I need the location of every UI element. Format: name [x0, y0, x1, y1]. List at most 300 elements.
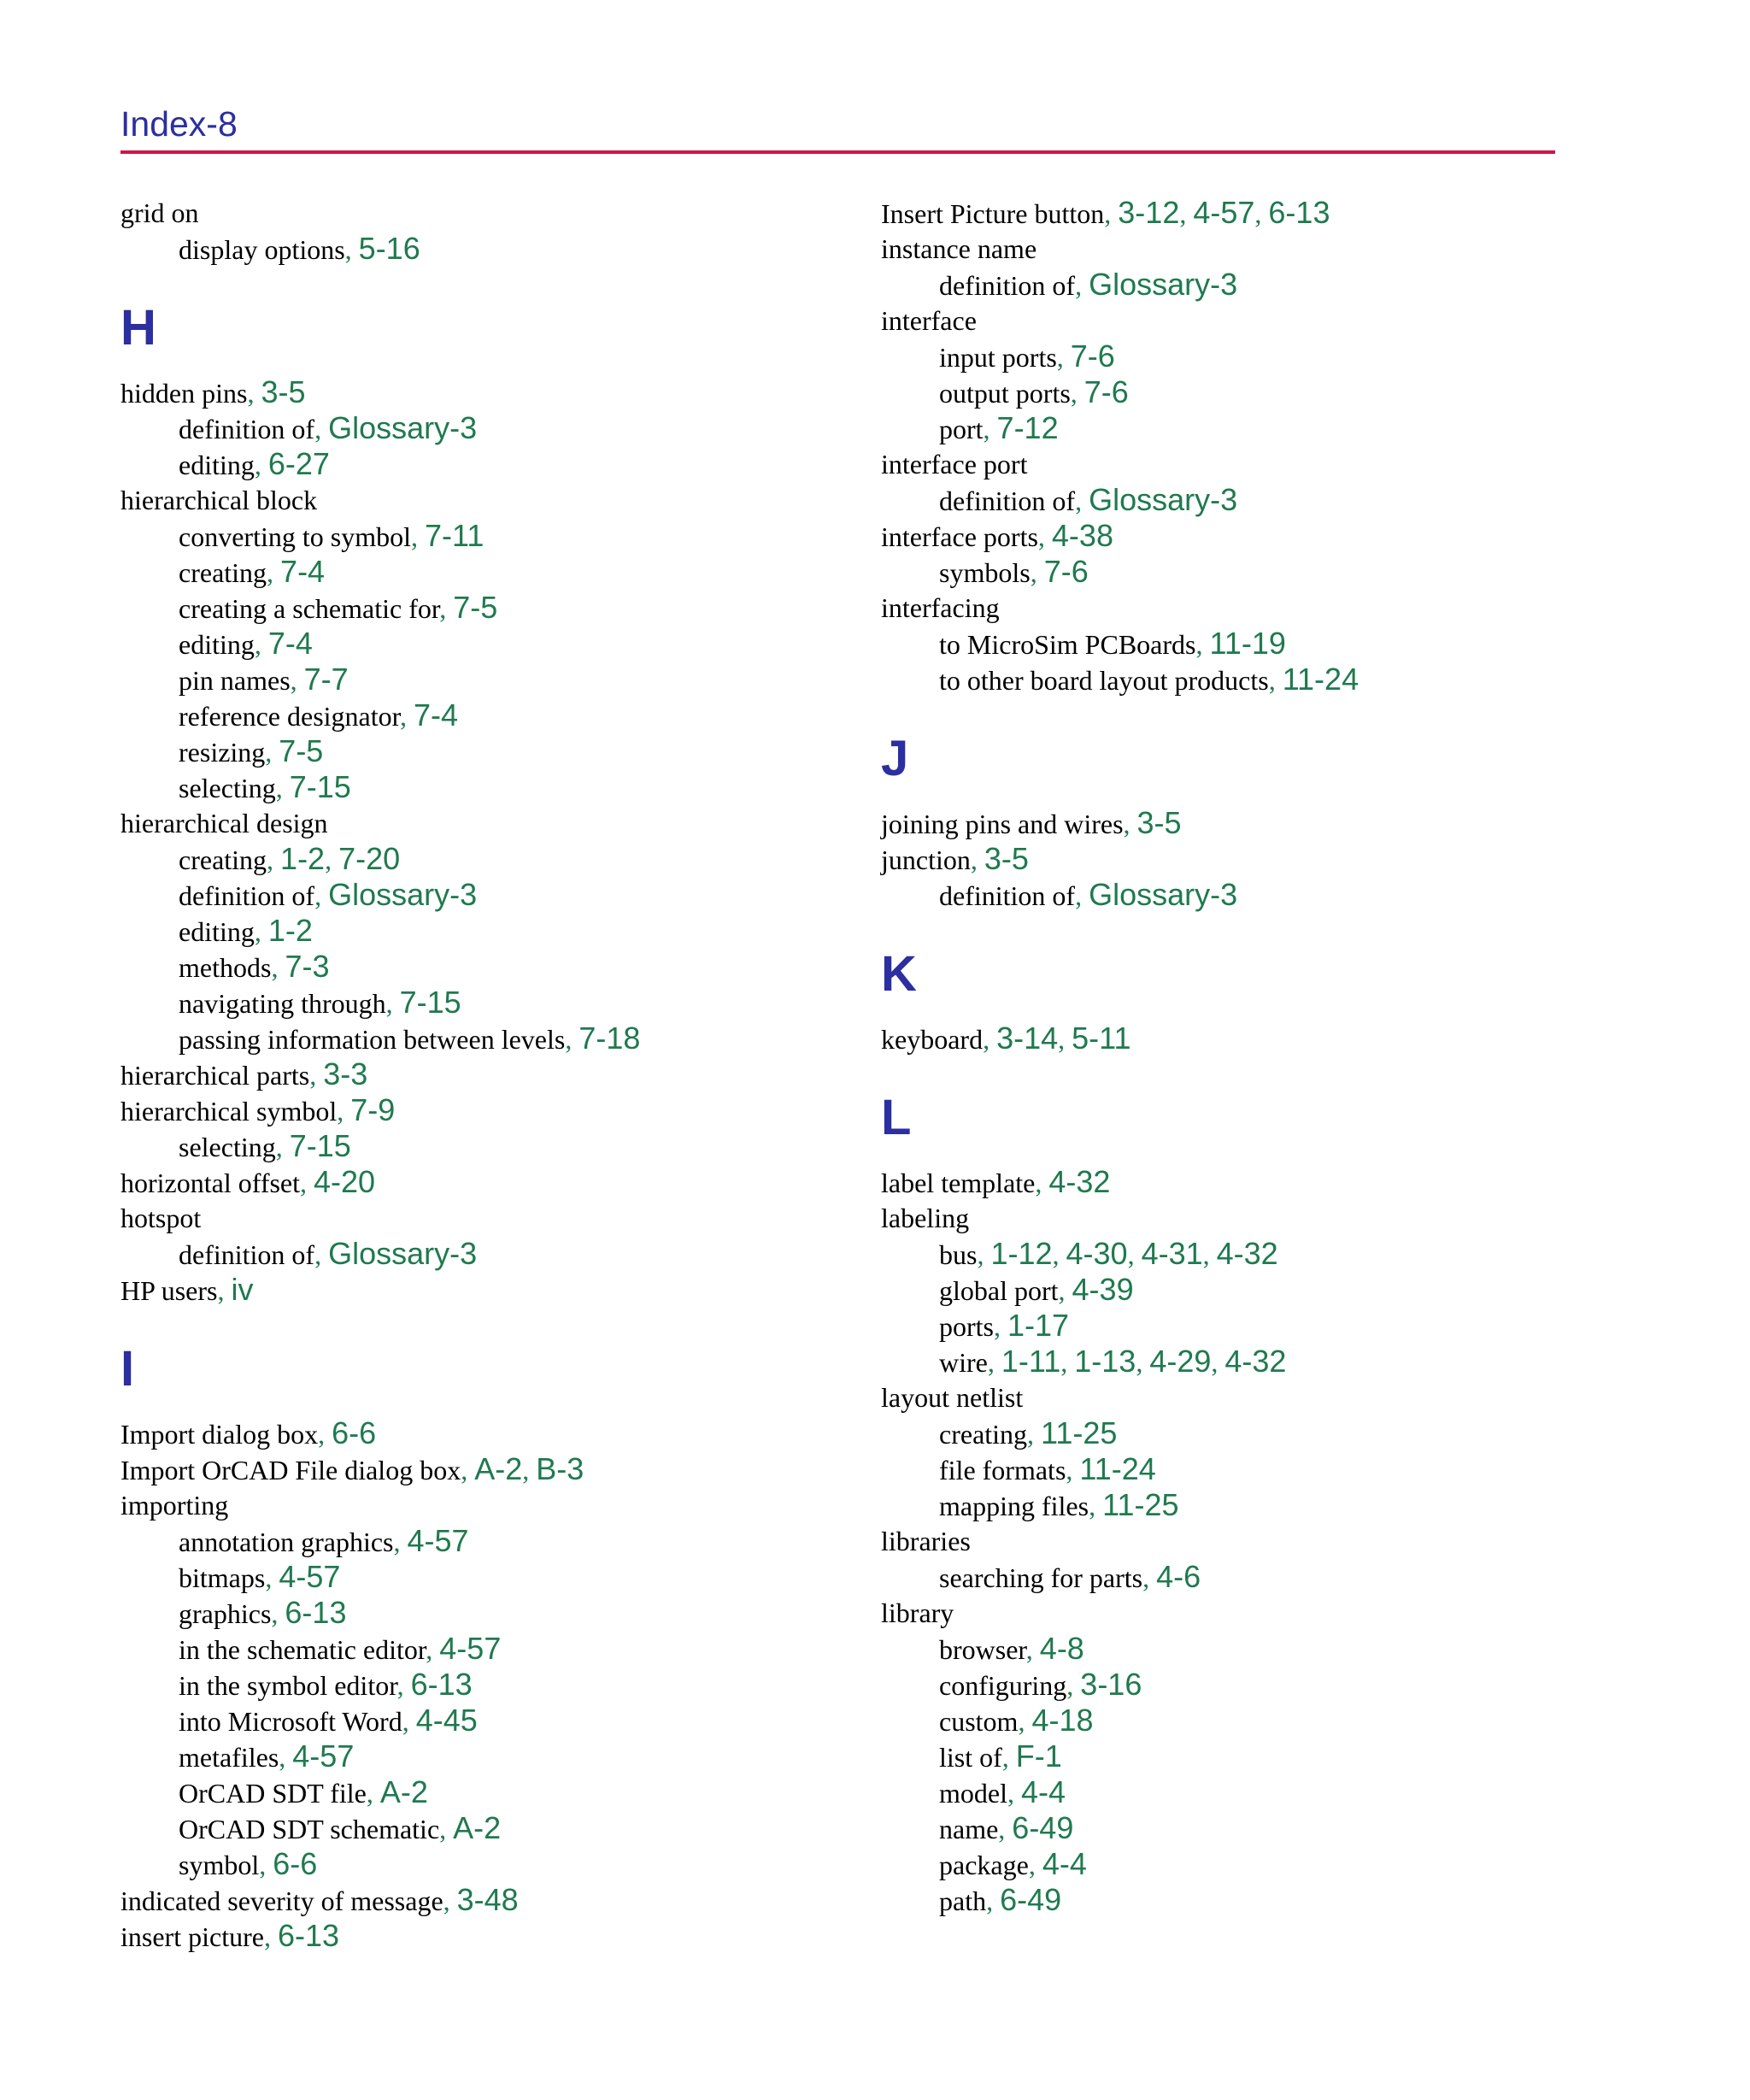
- page-reference-link[interactable]: 7-12: [996, 410, 1059, 445]
- index-term: OrCAD SDT schematic: [179, 1814, 440, 1844]
- index-term: definition of: [179, 1239, 315, 1270]
- page-reference-link[interactable]: 4-57: [407, 1523, 469, 1558]
- page-reference-link[interactable]: Glossary-3: [1089, 482, 1238, 517]
- page-reference-link[interactable]: Glossary-3: [328, 1236, 478, 1271]
- ref-separator: ,: [410, 521, 425, 552]
- page-reference-link[interactable]: Glossary-3: [328, 877, 478, 912]
- page-reference-link[interactable]: 7-4: [414, 697, 459, 732]
- index-term: name: [939, 1814, 999, 1844]
- page-reference-link[interactable]: 6-13: [1268, 195, 1330, 230]
- index-subentry: [120, 1774, 872, 1810]
- index-term: into Microsoft Word: [179, 1706, 402, 1737]
- index-term: in the symbol editor: [179, 1670, 397, 1701]
- index-subentry: [881, 338, 1633, 374]
- page-reference-link[interactable]: 7-6: [1043, 554, 1089, 589]
- page-reference-link[interactable]: 4-57: [1193, 195, 1255, 230]
- index-column-left: [120, 195, 872, 1954]
- index-subentry: [120, 1738, 872, 1774]
- index-subentry: [881, 662, 1633, 697]
- index-subentry: [881, 1344, 1633, 1379]
- ref-separator: ,: [1211, 1347, 1225, 1378]
- page-reference-link[interactable]: 7-5: [279, 733, 324, 768]
- ref-separator: ,: [247, 378, 261, 409]
- ref-separator: ,: [1007, 1778, 1021, 1809]
- index-subentry: [881, 267, 1633, 303]
- ref-separator: ,: [265, 1562, 279, 1593]
- index-entry: [120, 1918, 872, 1954]
- index-term: file formats: [939, 1455, 1066, 1485]
- index-entry: [881, 805, 1633, 841]
- ref-separator: ,: [263, 1921, 278, 1952]
- page-reference-link[interactable]: 4-8: [1039, 1631, 1084, 1666]
- index-term: bitmaps: [179, 1562, 266, 1593]
- index-term: editing: [179, 916, 255, 947]
- ref-separator: ,: [983, 414, 997, 444]
- page-reference-link[interactable]: 6-13: [410, 1667, 473, 1702]
- index-entry: [120, 1451, 872, 1487]
- index-subentry: [120, 1667, 872, 1703]
- ref-separator: ,: [1035, 1168, 1049, 1198]
- page-reference-link[interactable]: 7-20: [338, 841, 401, 876]
- page-reference-link[interactable]: 4-32: [1048, 1164, 1111, 1199]
- index-entry: [881, 1595, 1633, 1631]
- index-term: wire: [939, 1347, 988, 1378]
- section-heading-k: K: [881, 946, 917, 1002]
- index-term: definition of: [939, 270, 1076, 301]
- index-subentry: [120, 949, 872, 985]
- index-term: editing: [179, 450, 255, 480]
- index-term: hierarchical block: [120, 485, 318, 515]
- index-subentry: [881, 1738, 1633, 1774]
- page-reference-link[interactable]: 7-15: [289, 769, 351, 804]
- page-reference-link[interactable]: 11-24: [1079, 1451, 1156, 1486]
- index-term: metafiles: [179, 1742, 279, 1773]
- page-reference-link[interactable]: 4-57: [279, 1559, 341, 1594]
- index-term: OrCAD SDT file: [179, 1778, 367, 1809]
- index-subentry: [881, 374, 1633, 410]
- index-term: browser: [939, 1634, 1026, 1665]
- ref-separator: ,: [461, 1455, 475, 1485]
- index-subentry: [881, 1415, 1633, 1451]
- index-subentry: [881, 410, 1633, 446]
- page-reference-link[interactable]: A-2: [379, 1774, 428, 1809]
- index-entry: [120, 482, 872, 518]
- page-reference-link[interactable]: 7-3: [285, 949, 330, 984]
- index-term: symbols: [939, 557, 1031, 588]
- ref-separator: ,: [970, 844, 984, 875]
- page-reference-link[interactable]: 7-18: [578, 1021, 641, 1056]
- ref-separator: ,: [1052, 1239, 1066, 1270]
- page-reference-link[interactable]: 5-16: [358, 231, 420, 266]
- ref-separator: ,: [314, 414, 329, 444]
- index-subentry: [120, 662, 872, 697]
- index-term: port: [939, 414, 984, 444]
- page-reference-link[interactable]: A-2: [453, 1810, 502, 1845]
- index-term: interface: [881, 305, 977, 336]
- index-subentry: [881, 1308, 1633, 1344]
- page-reference-link[interactable]: 11-24: [1282, 662, 1359, 697]
- page-reference-link[interactable]: 1-11: [1001, 1344, 1061, 1379]
- ref-separator: ,: [400, 701, 414, 732]
- page-reference-link[interactable]: 3-12: [1118, 195, 1180, 230]
- index-subentry: [120, 1021, 872, 1056]
- index-term: to MicroSim PCBoards: [939, 629, 1196, 660]
- page-reference-link[interactable]: A-2: [474, 1451, 523, 1486]
- page-reference-link[interactable]: 7-15: [399, 985, 461, 1020]
- page-reference-link[interactable]: Glossary-3: [1089, 877, 1238, 912]
- ref-separator: ,: [325, 844, 339, 875]
- index-term: editing: [179, 629, 255, 660]
- page-reference-link[interactable]: F-1: [1015, 1738, 1062, 1774]
- index-term: interface port: [881, 449, 1028, 479]
- ref-separator: ,: [1066, 1670, 1081, 1701]
- ref-separator: ,: [275, 773, 290, 803]
- page-reference-link[interactable]: 4-57: [439, 1631, 502, 1666]
- index-entry: [120, 805, 872, 841]
- page-reference-link[interactable]: 7-6: [1070, 338, 1115, 374]
- ref-separator: ,: [1018, 1706, 1032, 1737]
- index-term: mapping files: [939, 1491, 1089, 1521]
- index-term: passing information between levels: [179, 1024, 566, 1055]
- ref-separator: ,: [1075, 485, 1089, 516]
- page-reference-link[interactable]: 7-6: [1083, 374, 1129, 409]
- page-reference-link[interactable]: 4-39: [1072, 1272, 1134, 1307]
- ref-separator: ,: [426, 1634, 440, 1665]
- index-entry: [120, 1487, 872, 1523]
- index-subentry: [881, 1882, 1633, 1918]
- section-heading-j: J: [881, 731, 909, 786]
- page-reference-link[interactable]: 11-25: [1102, 1487, 1179, 1522]
- page-reference-link[interactable]: 6-49: [1000, 1882, 1062, 1917]
- ref-separator: ,: [254, 629, 268, 660]
- index-subentry: [120, 1128, 872, 1164]
- ref-separator: ,: [1202, 1239, 1217, 1270]
- index-entry: [881, 1164, 1633, 1200]
- ref-separator: ,: [314, 880, 329, 911]
- index-term: horizontal offset: [120, 1168, 301, 1198]
- index-term: creating: [179, 557, 267, 588]
- index-subentry: [881, 626, 1633, 662]
- ref-separator: ,: [1104, 198, 1119, 229]
- ref-separator: ,: [300, 1168, 314, 1198]
- page-reference-link[interactable]: 7-4: [267, 626, 313, 661]
- ref-separator: ,: [439, 593, 454, 624]
- page-reference-link[interactable]: 11-25: [1041, 1415, 1118, 1450]
- page-reference-link[interactable]: 7-7: [303, 662, 349, 697]
- index-term: model: [939, 1778, 1007, 1809]
- page-reference-link[interactable]: 4-32: [1224, 1344, 1287, 1379]
- index-term: layout netlist: [881, 1382, 1024, 1413]
- page-reference-link[interactable]: 6-27: [267, 446, 330, 481]
- page-reference-link[interactable]: 6-6: [332, 1415, 377, 1450]
- index-entry: [120, 195, 872, 231]
- page-reference-link[interactable]: 4-29: [1149, 1344, 1212, 1379]
- index-entry: [120, 1092, 872, 1128]
- index-subentry: [120, 518, 872, 554]
- index-subentry: [881, 1667, 1633, 1703]
- index-term: libraries: [881, 1526, 971, 1556]
- index-subentry: [881, 482, 1633, 518]
- index-subentry: [120, 1559, 872, 1595]
- index-subentry: [120, 841, 872, 877]
- index-entry: [881, 231, 1633, 267]
- page-reference-link[interactable]: 7-9: [350, 1092, 396, 1127]
- page-reference-link[interactable]: 5-11: [1072, 1021, 1131, 1056]
- ref-separator: ,: [267, 557, 281, 588]
- ref-separator: ,: [1179, 198, 1194, 229]
- index-subentry: [881, 1487, 1633, 1523]
- index-term: hierarchical parts: [120, 1060, 310, 1091]
- index-entry: [120, 1200, 872, 1236]
- ref-separator: ,: [318, 1419, 332, 1450]
- ref-separator: ,: [254, 450, 268, 480]
- ref-separator: ,: [1058, 1275, 1072, 1306]
- index-term: Import OrCAD File dialog box: [120, 1455, 461, 1485]
- index-subentry: [881, 1810, 1633, 1846]
- page-reference-link[interactable]: 3-14: [996, 1021, 1059, 1056]
- index-term: searching for parts: [939, 1562, 1143, 1593]
- ref-separator: ,: [1268, 665, 1283, 696]
- ref-separator: ,: [1070, 378, 1084, 409]
- page-reference-link[interactable]: 6-13: [277, 1918, 339, 1953]
- index-term: output ports: [939, 378, 1071, 409]
- index-entry: [881, 518, 1633, 554]
- index-term: joining pins and wires: [881, 809, 1124, 839]
- ref-separator: ,: [443, 1885, 457, 1916]
- index-term: creating a schematic for: [179, 593, 440, 624]
- page-reference-link[interactable]: 7-11: [424, 518, 484, 553]
- page-reference-link[interactable]: 4-31: [1141, 1236, 1203, 1271]
- page-reference-link[interactable]: 3-5: [1136, 805, 1182, 840]
- index-subentry: [120, 1810, 872, 1846]
- index-term: reference designator: [179, 701, 400, 732]
- index-subentry: [881, 1272, 1633, 1308]
- page-reference-link[interactable]: 11-19: [1209, 626, 1286, 661]
- page-reference-link[interactable]: 6-6: [273, 1846, 318, 1881]
- ref-separator: ,: [271, 1598, 285, 1629]
- page-reference-link[interactable]: Glossary-3: [1089, 267, 1238, 302]
- index-term: path: [939, 1885, 987, 1916]
- index-subentry: [120, 554, 872, 590]
- index-term: importing: [120, 1490, 229, 1521]
- page-reference-link[interactable]: 3-5: [261, 374, 306, 409]
- index-entry: [120, 1056, 872, 1092]
- ref-separator: ,: [396, 1670, 411, 1701]
- index-subentry: [120, 1523, 872, 1559]
- index-term: selecting: [179, 773, 276, 803]
- index-subentry: [881, 1451, 1633, 1487]
- page-reference-link[interactable]: 4-6: [1156, 1559, 1201, 1594]
- index-subentry: [120, 733, 872, 769]
- index-subentry: [120, 985, 872, 1021]
- index-subentry: [120, 626, 872, 662]
- index-subentry: [881, 1703, 1633, 1738]
- index-entry: [881, 303, 1633, 338]
- ref-separator: ,: [1127, 1239, 1142, 1270]
- index-entry: [881, 195, 1633, 231]
- index-subentry: [120, 446, 872, 482]
- page-reference-link[interactable]: Glossary-3: [328, 410, 478, 445]
- header-rule: [120, 150, 1555, 154]
- page-reference-link[interactable]: 3-3: [323, 1056, 368, 1091]
- ref-separator: ,: [1136, 1347, 1150, 1378]
- index-term: pin names: [179, 665, 291, 696]
- index-subentry: [881, 1236, 1633, 1272]
- index-term: graphics: [179, 1598, 272, 1629]
- page-reference-link[interactable]: 7-4: [280, 554, 326, 589]
- page-reference-link[interactable]: 1-2: [267, 913, 313, 948]
- index-subentry: [881, 1774, 1633, 1810]
- index-entry: [120, 1272, 872, 1308]
- index-subentry: [881, 1846, 1633, 1882]
- page-reference-link[interactable]: 7-15: [289, 1128, 351, 1163]
- index-term: resizing: [179, 737, 266, 768]
- ref-separator: ,: [1056, 342, 1071, 373]
- ref-separator: ,: [402, 1706, 416, 1737]
- ref-separator: ,: [439, 1814, 454, 1844]
- ref-separator: ,: [1027, 1419, 1042, 1450]
- index-term: to other board layout products: [939, 665, 1269, 696]
- page-reference-link[interactable]: iv: [231, 1272, 254, 1307]
- index-term: symbol: [179, 1850, 260, 1880]
- page-reference-link[interactable]: 1-2: [280, 841, 326, 876]
- ref-separator: ,: [987, 1347, 1001, 1378]
- index-term: list of: [939, 1742, 1002, 1773]
- ref-separator: ,: [217, 1275, 232, 1306]
- index-entry: [120, 1882, 872, 1918]
- index-term: creating: [179, 844, 267, 875]
- index-term: Insert Picture button: [881, 198, 1105, 229]
- index-term: converting to symbol: [179, 521, 411, 552]
- index-term: custom: [939, 1706, 1019, 1737]
- ref-separator: ,: [309, 1060, 324, 1091]
- index-term: library: [881, 1597, 954, 1628]
- index-subentry: [120, 697, 872, 733]
- ref-separator: ,: [265, 737, 279, 768]
- index-term: definition of: [179, 414, 315, 444]
- ref-separator: ,: [565, 1024, 579, 1055]
- ref-separator: ,: [1075, 270, 1089, 301]
- ref-separator: ,: [1001, 1742, 1016, 1773]
- page-reference-link[interactable]: 1-12: [990, 1236, 1053, 1271]
- index-subentry: [120, 410, 872, 446]
- index-term: definition of: [939, 880, 1076, 911]
- page-reference-link[interactable]: 3-5: [984, 841, 1029, 876]
- index-subentry: [881, 554, 1633, 590]
- page-reference-link[interactable]: 1-17: [1007, 1308, 1070, 1343]
- index-entry: [120, 374, 872, 410]
- index-term: package: [939, 1850, 1029, 1880]
- index-term: Import dialog box: [120, 1419, 319, 1450]
- index-subentry: [120, 590, 872, 626]
- index-subentry: [881, 1631, 1633, 1667]
- index-subentry: [120, 1703, 872, 1738]
- index-subentry: [120, 769, 872, 805]
- index-entry: [881, 446, 1633, 482]
- page-reference-link[interactable]: 4-32: [1216, 1236, 1278, 1271]
- index-term: interfacing: [881, 592, 1000, 623]
- index-term: global port: [939, 1275, 1059, 1306]
- ref-separator: ,: [1060, 1347, 1075, 1378]
- index-term: annotation graphics: [179, 1526, 394, 1557]
- index-subentry: [120, 913, 872, 949]
- index-subentry: [120, 1846, 872, 1882]
- page-reference-link[interactable]: B-3: [536, 1451, 584, 1486]
- page-reference-link[interactable]: 4-57: [292, 1738, 355, 1774]
- index-term: HP users: [120, 1275, 218, 1306]
- page-reference-link[interactable]: 4-20: [314, 1164, 376, 1199]
- ref-separator: ,: [522, 1455, 537, 1485]
- index-term: ports: [939, 1311, 994, 1342]
- index-term: instance name: [881, 233, 1037, 264]
- ref-separator: ,: [1142, 1562, 1157, 1593]
- page-reference-link[interactable]: 7-5: [453, 590, 498, 625]
- index-subentry: [120, 1631, 872, 1667]
- page-reference-link[interactable]: 6-49: [1012, 1810, 1074, 1845]
- ref-separator: ,: [259, 1850, 273, 1880]
- ref-separator: ,: [1195, 629, 1210, 660]
- index-subentry: [120, 1236, 872, 1272]
- ref-separator: ,: [1089, 1491, 1103, 1521]
- index-term: navigating through: [179, 988, 386, 1019]
- index-term: in the schematic editor: [179, 1634, 426, 1665]
- ref-separator: ,: [977, 1239, 991, 1270]
- page-reference-link[interactable]: 3-16: [1080, 1667, 1142, 1702]
- ref-separator: ,: [1075, 880, 1089, 911]
- index-term: labeling: [881, 1203, 970, 1233]
- ref-separator: ,: [986, 1885, 1001, 1916]
- index-entry: [881, 1200, 1633, 1236]
- section-heading-h: H: [120, 300, 156, 356]
- page-reference-link[interactable]: 4-4: [1020, 1774, 1066, 1809]
- index-term: display options: [179, 234, 345, 265]
- index-subentry: [120, 231, 872, 267]
- index-term: definition of: [179, 880, 315, 911]
- page-reference-link[interactable]: 4-4: [1042, 1846, 1087, 1881]
- index-column-right: [881, 195, 1633, 1918]
- index-term: hierarchical symbol: [120, 1096, 338, 1126]
- page-reference-link[interactable]: 4-45: [415, 1703, 478, 1738]
- ref-separator: ,: [254, 916, 268, 947]
- index-term: junction: [881, 844, 971, 875]
- page-header: Index-8: [120, 104, 238, 144]
- index-entry: [881, 590, 1633, 626]
- ref-separator: ,: [983, 1024, 997, 1055]
- section-heading-l: L: [881, 1090, 912, 1145]
- ref-separator: ,: [314, 1239, 329, 1270]
- ref-separator: ,: [1058, 1024, 1072, 1055]
- index-term: bus: [939, 1239, 978, 1270]
- ref-separator: ,: [1037, 521, 1052, 552]
- ref-separator: ,: [994, 1311, 1007, 1342]
- page-reference-link[interactable]: 4-30: [1066, 1236, 1128, 1271]
- page-reference-link[interactable]: 4-18: [1031, 1703, 1094, 1738]
- page-reference-link[interactable]: 6-13: [285, 1595, 347, 1630]
- ref-separator: ,: [279, 1742, 293, 1773]
- ref-separator: ,: [271, 952, 285, 983]
- section-heading-i: I: [120, 1341, 135, 1397]
- index-term: indicated severity of message: [120, 1885, 443, 1916]
- index-subentry: [881, 877, 1633, 913]
- page-reference-link[interactable]: 4-38: [1051, 518, 1113, 553]
- ref-separator: ,: [1028, 1850, 1042, 1880]
- index-term: methods: [179, 952, 272, 983]
- ref-separator: ,: [998, 1814, 1013, 1844]
- page-reference-link[interactable]: 3-48: [456, 1882, 519, 1917]
- index-entry: [120, 1164, 872, 1200]
- page-reference-link[interactable]: 1-13: [1074, 1344, 1136, 1379]
- index-entry: [120, 1415, 872, 1451]
